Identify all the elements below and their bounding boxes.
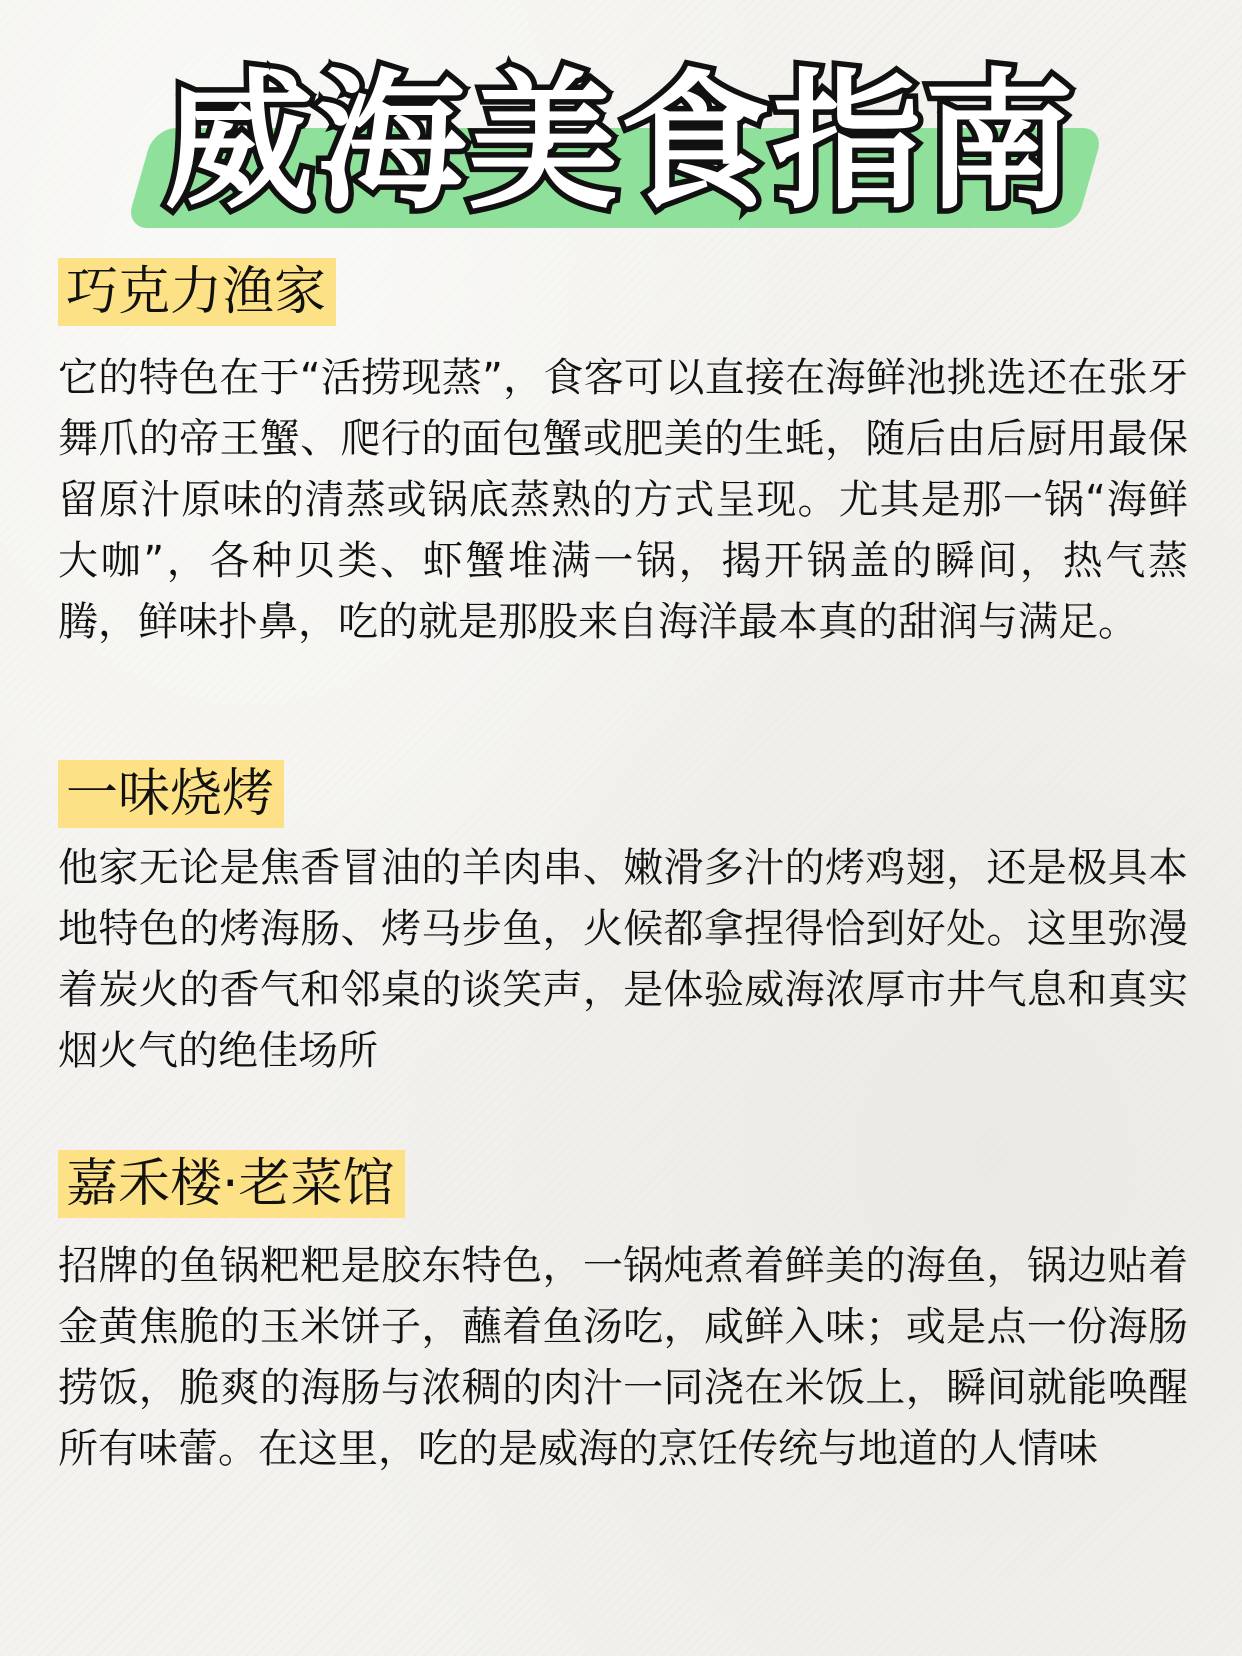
restaurant-heading: 嘉禾楼·老菜馆: [58, 1150, 405, 1218]
restaurant-description: 他家无论是焦香冒油的羊肉串、嫩滑多汁的烤鸡翅，还是极具本地特色的烤海肠、烤马步鱼，火候都拿捏得恰到好处。这里弥漫着炭火的香气和邻桌的谈笑声，是体验威海浓厚市井气息和真实烟火气的绝佳场所: [58, 845, 1188, 1074]
restaurant-section-1: [58, 258, 1188, 653]
restaurant-description: 它的特色在于“活捞现蒸”，食客可以直接在海鲜池挑选还在张牙舞爪的帝王蟹、爬行的面包蟹或肥美的生蚝，随后由后厨用最保留原汁原味的清蒸或锅底蒸熟的方式呈现。尤其是那一锅“海鲜大咖”，各种贝类、虾蟹堆满一锅，揭开锅盖的瞬间，热气蒸腾，鲜味扑鼻，吃的就是那股来自海洋最本真的甜润与满足。: [58, 355, 1188, 645]
restaurant-description: 招牌的鱼锅粑粑是胶东特色，一锅炖煮着鲜美的海鱼，锅边贴着金黄焦脆的玉米饼子，蘸着鱼汤吃，咸鲜入味；或是点一份海肠捞饭，脆爽的海肠与浓稠的肉汁一同浇在米饭上，瞬间就能唤醒所有味蕾。在这里，吃的是威海的烹饪传统与地道的人情味: [58, 1243, 1188, 1472]
restaurant-section-2: [58, 760, 1188, 1082]
page-title: 威海美食指南: [163, 56, 1076, 230]
restaurant-section-3: [58, 1150, 1188, 1480]
restaurant-heading: 一味烧烤: [58, 760, 284, 828]
title-block: [140, 40, 1100, 240]
restaurant-heading: 巧克力渔家: [58, 258, 336, 326]
